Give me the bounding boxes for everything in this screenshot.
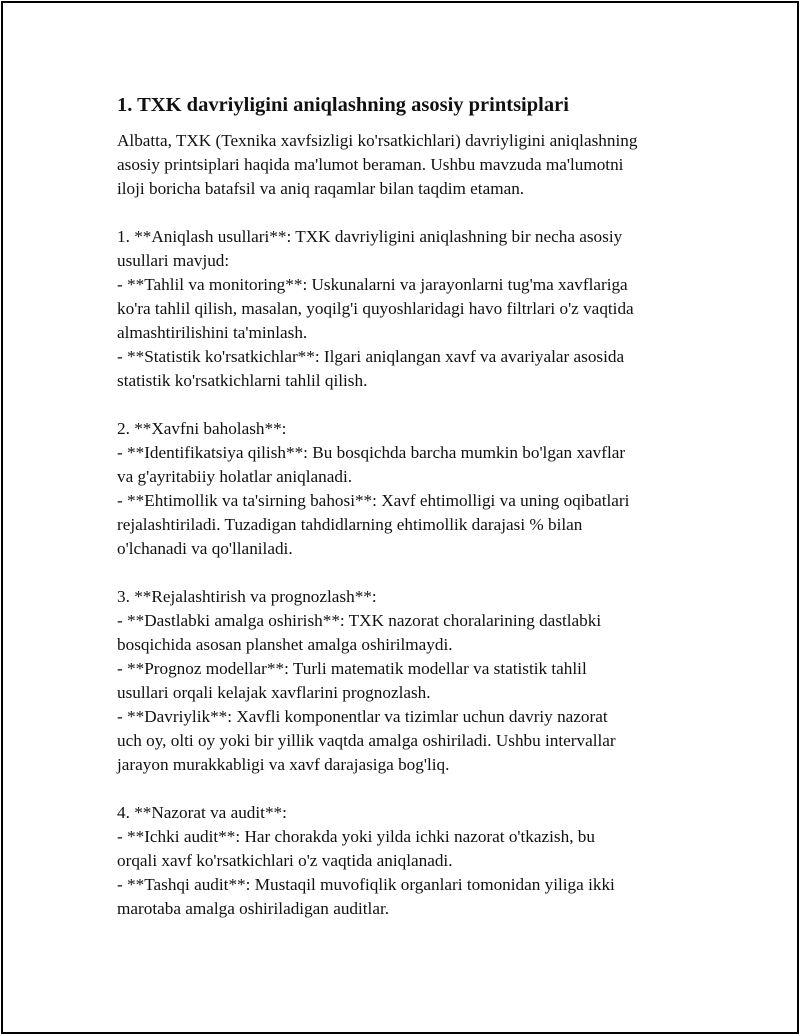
section-xavfni-baholash: 2. **Xavfni baholash**: - **Identifikatsiya qilish**: Bu bosqichda barcha mumkin bo'lgan xavflar va g'ayritabiiy holatlar aniqlanadi. - **Ehtimollik va ta'sirning bahosi**: Xavf ehtimolligi va uning oqibatlari rejalashtiriladi. Tuzadigan tahdidlarning ehtimollik darajasi % bilan o'lchanadi va qo'llaniladi.	[117, 419, 630, 558]
section-nazorat-audit: 4. **Nazorat va audit**: - **Ichki audit**: Har chorakda yoki yilda ichki nazorat o'tkazish, bu orqali xavf ko'rsatkichlari o'z vaqtida aniqlanadi. - **Tashqi audit**: Mustaqil muvofiqlik organlari tomonidan yiliga ikki marotaba amalga oshiriladigan auditlar.	[117, 803, 615, 918]
intro-paragraph: Albatta, TXK (Texnika xavfsizligi ko'rsatkichlari) davriyligini aniqlashning asosiy printsiplari haqida ma'lumot beraman. Ushbu mavzuda ma'lumotni iloji boricha batafsil va aniq raqamlar bilan taqdim etaman.	[117, 131, 638, 198]
document-title: 1. TXK davriyligini aniqlashning asosiy printsiplari	[117, 94, 569, 116]
section-aniqlash-usullari: 1. **Aniqlash usullari**: TXK davriyligini aniqlashning bir necha asosiy usullari mavjud: - **Tahlil va monitoring**: Uskunalarni va jarayonlarni tug'ma xavflariga ko'ra tahlil qilish, masalan, yoqilg'i quyoshlaridagi havo filtrlari o'z vaqtida almashtirilishini ta'minlash. - **Statistik ko'rsatkichlar**: Ilgari aniqlangan xavf va avariyalar asosida statistik ko'rsatkichlarni tahlil qilish.	[117, 227, 634, 390]
section-rejalashtirish: 3. **Rejalashtirish va prognozlash**: - **Dastlabki amalga oshirish**: TXK nazorat choralarining dastlabki bosqichida asosan planshet amalga oshirilmaydi. - **Prognoz modellar**: Turli matematik modellar va statistik tahlil usullari orqali kelajak xavflarini prognozlash. - **Davriylik**: Xavfli komponentlar va tizimlar uchun davriy nazorat uch oy, olti oy yoki bir yillik vaqtda amalga oshiriladi. Ushbu intervallar jarayon murakkabligi va xavf darajasiga bog'liq.	[117, 587, 616, 774]
document-body	[117, 92, 687, 921]
